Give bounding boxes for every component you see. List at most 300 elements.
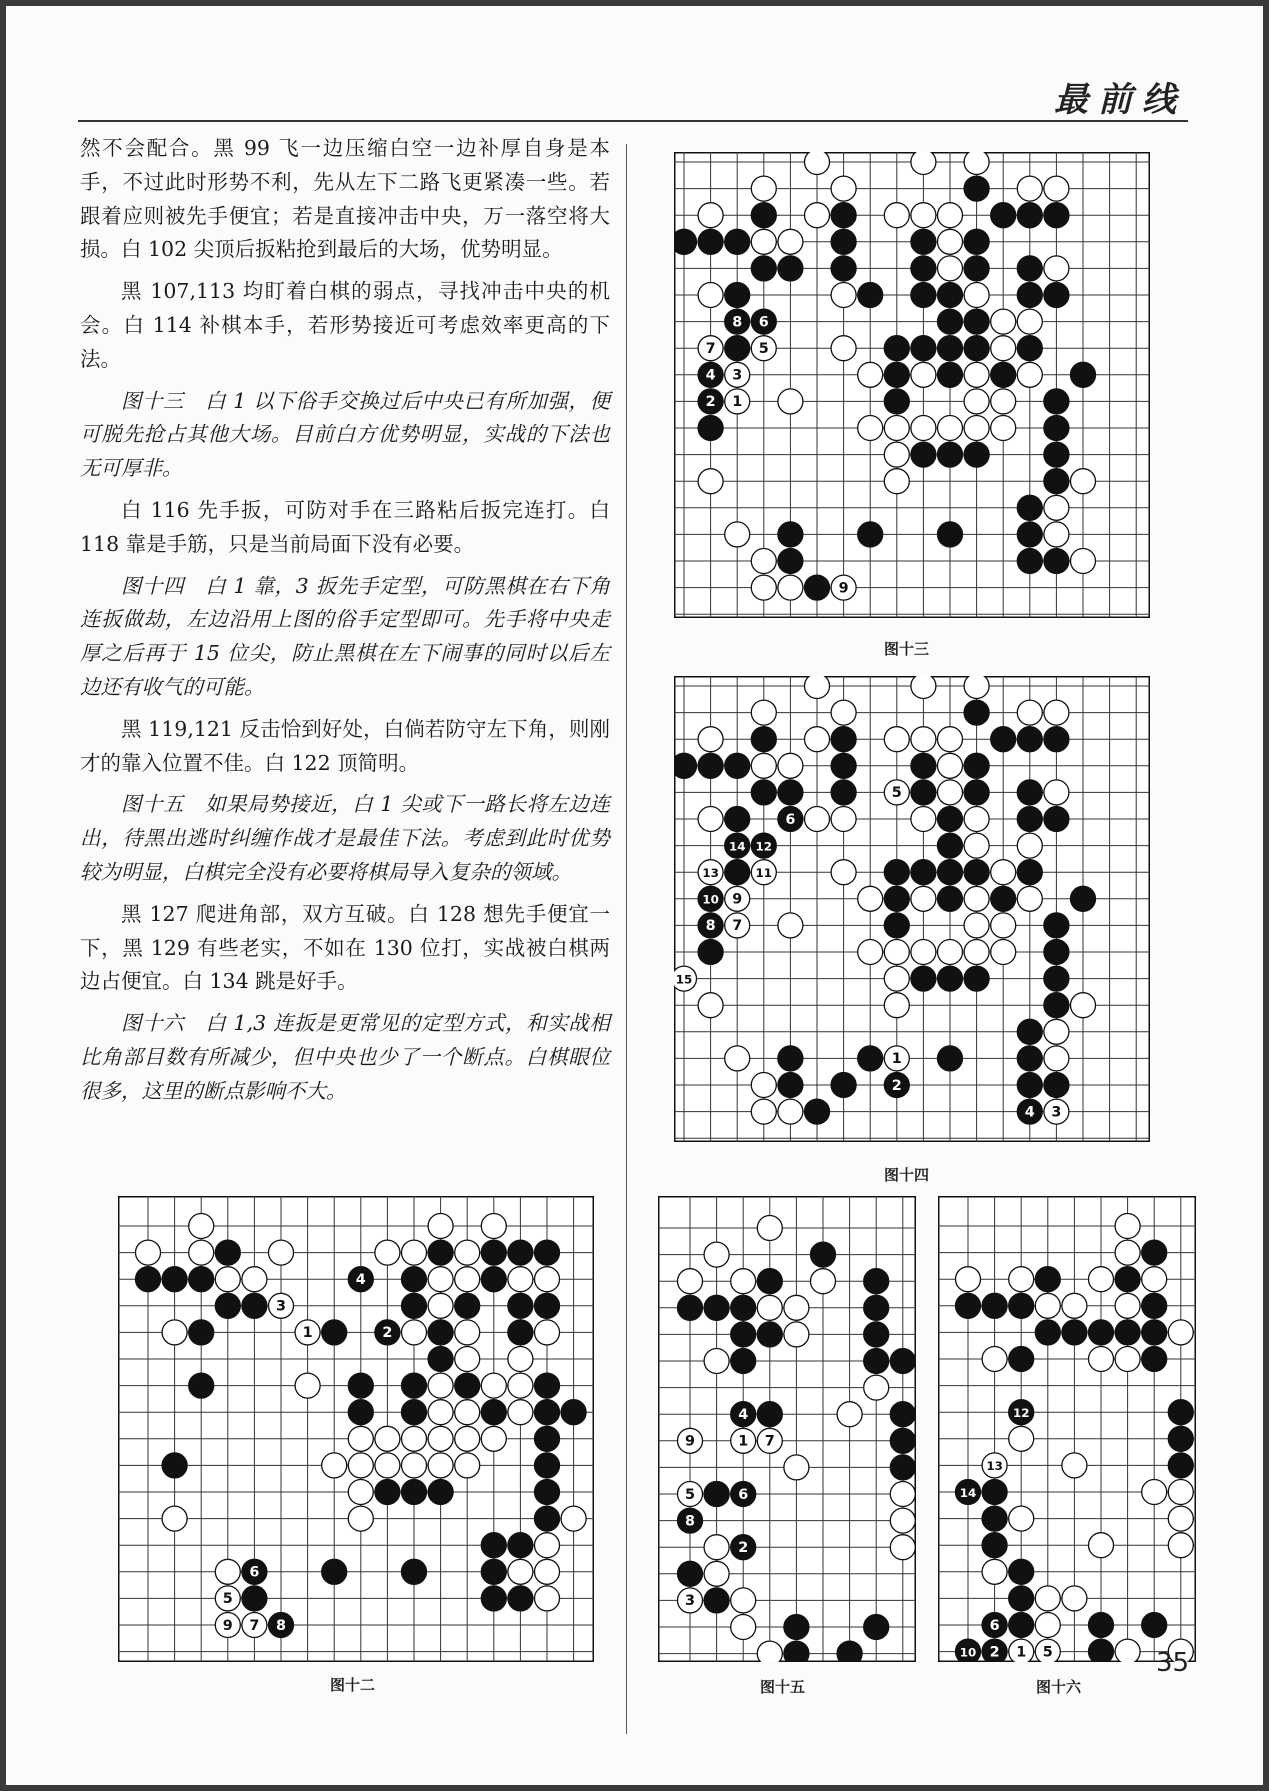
- white-stone: [1115, 1293, 1140, 1318]
- black-stone: [698, 415, 723, 440]
- white-stone: [1088, 1267, 1113, 1292]
- black-stone: [1017, 548, 1042, 573]
- white-stone: [1115, 1346, 1140, 1371]
- diagram-15-caption: 图十五: [760, 1678, 806, 1696]
- diagram-12-caption: 图十二: [330, 1676, 376, 1694]
- svg-text:8: 8: [732, 314, 743, 331]
- white-stone: [428, 1453, 453, 1478]
- numbered-stone: [725, 362, 750, 387]
- black-stone: [455, 1293, 480, 1318]
- white-stone: [401, 1453, 426, 1478]
- svg-text:3: 3: [276, 1298, 286, 1315]
- numbered-stone: [698, 913, 723, 938]
- white-stone: [704, 1242, 729, 1267]
- black-stone: [778, 256, 803, 281]
- white-stone: [1009, 1426, 1034, 1451]
- black-stone: [911, 336, 936, 361]
- black-stone: [831, 203, 856, 228]
- white-stone: [401, 1320, 426, 1345]
- white-stone: [1044, 256, 1069, 281]
- numbered-stone: [677, 1428, 702, 1453]
- svg-text:4: 4: [705, 367, 716, 384]
- black-stone: [982, 1479, 1007, 1504]
- numbered-stone: [725, 389, 750, 414]
- black-stone: [322, 1320, 347, 1345]
- black-stone: [731, 1322, 756, 1347]
- white-stone: [858, 415, 883, 440]
- white-stone: [1009, 1506, 1034, 1531]
- black-stone: [751, 256, 776, 281]
- white-stone: [725, 1046, 750, 1071]
- white-stone: [890, 1535, 915, 1560]
- black-stone: [322, 1559, 347, 1584]
- white-stone: [508, 1346, 533, 1371]
- white-stone: [215, 1267, 240, 1292]
- svg-text:1: 1: [1016, 1644, 1027, 1661]
- white-stone: [698, 203, 723, 228]
- white-stone: [1044, 176, 1069, 201]
- black-stone: [725, 806, 750, 831]
- black-stone: [455, 1373, 480, 1398]
- black-stone: [964, 700, 989, 725]
- black-stone: [884, 336, 909, 361]
- white-stone: [964, 415, 989, 440]
- white-stone: [884, 727, 909, 752]
- black-stone: [428, 1479, 453, 1504]
- svg-text:5: 5: [1042, 1644, 1053, 1661]
- black-stone: [884, 389, 909, 414]
- black-stone: [481, 1240, 506, 1265]
- white-stone: [428, 1267, 453, 1292]
- black-stone: [1017, 1072, 1042, 1097]
- black-stone: [991, 203, 1016, 228]
- numbered-stone: [295, 1320, 320, 1345]
- svg-text:7: 7: [249, 1617, 260, 1634]
- black-stone: [884, 860, 909, 885]
- svg-text:1: 1: [302, 1325, 313, 1342]
- numbered-stone: [725, 913, 750, 938]
- white-stone: [1115, 1240, 1140, 1265]
- white-stone: [534, 1586, 559, 1611]
- white-stone: [1017, 833, 1042, 858]
- white-stone: [1115, 1639, 1140, 1662]
- white-stone: [704, 1348, 729, 1373]
- black-stone: [508, 1320, 533, 1345]
- black-stone: [864, 1295, 889, 1320]
- white-stone: [991, 336, 1016, 361]
- white-stone: [911, 939, 936, 964]
- numbered-stone: [982, 1453, 1007, 1478]
- white-stone: [1017, 309, 1042, 334]
- black-stone: [964, 442, 989, 467]
- black-stone: [481, 1533, 506, 1558]
- white-stone: [937, 229, 962, 254]
- black-stone: [1044, 415, 1069, 440]
- svg-text:1: 1: [891, 1051, 902, 1068]
- black-stone: [911, 780, 936, 805]
- svg-text:1: 1: [732, 394, 743, 411]
- black-stone: [1009, 1293, 1034, 1318]
- svg-text:9: 9: [685, 1433, 695, 1450]
- black-stone: [884, 913, 909, 938]
- white-stone: [784, 1455, 809, 1480]
- black-stone: [1044, 282, 1069, 307]
- white-stone: [455, 1426, 480, 1451]
- numbered-stone: [731, 1535, 756, 1560]
- white-stone: [911, 152, 936, 175]
- paragraph-2: 黑 107,113 均盯着白棋的弱点，寻找冲击中央的机会。白 114 补棋本手，若形势接近可考虑效率更高的下法。: [80, 279, 610, 371]
- black-stone: [1017, 1046, 1042, 1071]
- black-stone: [401, 1267, 426, 1292]
- white-stone: [1044, 1046, 1069, 1071]
- svg-text:5: 5: [222, 1591, 233, 1608]
- svg-text:12: 12: [755, 839, 773, 854]
- black-stone: [757, 1269, 782, 1294]
- white-stone: [1115, 1213, 1140, 1238]
- black-stone: [864, 1322, 889, 1347]
- running-header-title: 最前线: [1054, 80, 1186, 120]
- white-stone: [884, 442, 909, 467]
- white-stone: [804, 203, 829, 228]
- black-stone: [534, 1293, 559, 1318]
- black-stone: [1044, 442, 1069, 467]
- black-stone: [890, 1402, 915, 1427]
- black-stone: [481, 1559, 506, 1584]
- white-stone: [991, 913, 1016, 938]
- white-stone: [804, 806, 829, 831]
- white-stone: [731, 1588, 756, 1613]
- black-stone: [1044, 966, 1069, 991]
- black-stone: [937, 336, 962, 361]
- white-stone: [455, 1320, 480, 1345]
- white-stone: [890, 1508, 915, 1533]
- black-stone: [215, 1293, 240, 1318]
- numbered-stone: [725, 833, 750, 858]
- diagram-16-commentary: 图十六 白 1,3 连扳是更常见的定型方式，和实战相比角部目数有所减少，但中央也少了一个断点。白棋眼位很多，这里的断点影响不大。: [80, 1011, 610, 1103]
- svg-text:2: 2: [738, 1539, 749, 1556]
- white-stone: [295, 1373, 320, 1398]
- black-stone: [1044, 806, 1069, 831]
- numbered-stone: [982, 1639, 1007, 1662]
- white-stone: [911, 362, 936, 387]
- black-stone: [964, 176, 989, 201]
- white-stone: [955, 1267, 980, 1292]
- black-stone: [955, 1293, 980, 1318]
- black-stone: [784, 1641, 809, 1662]
- black-stone: [725, 282, 750, 307]
- black-stone: [1044, 993, 1069, 1018]
- white-stone: [804, 676, 829, 699]
- white-stone: [964, 389, 989, 414]
- white-stone: [375, 1426, 400, 1451]
- white-stone: [831, 176, 856, 201]
- black-stone: [751, 727, 776, 752]
- black-stone: [1044, 548, 1069, 573]
- black-stone: [375, 1479, 400, 1504]
- numbered-stone: [242, 1586, 267, 1611]
- numbered-stone: [725, 860, 750, 885]
- black-stone: [937, 806, 962, 831]
- white-stone: [731, 1614, 756, 1639]
- black-stone: [1142, 1293, 1167, 1318]
- white-stone: [778, 913, 803, 938]
- numbered-stone: [698, 336, 723, 361]
- white-stone: [991, 860, 1016, 885]
- white-stone: [1035, 1293, 1060, 1318]
- white-stone: [982, 1559, 1007, 1584]
- black-stone: [858, 282, 883, 307]
- black-stone: [1009, 1612, 1034, 1637]
- svg-text:9: 9: [222, 1617, 233, 1634]
- black-stone: [937, 886, 962, 911]
- white-stone: [991, 309, 1016, 334]
- white-stone: [1035, 1586, 1060, 1611]
- svg-text:7: 7: [732, 918, 743, 935]
- white-stone: [751, 753, 776, 778]
- black-stone: [964, 309, 989, 334]
- white-stone: [455, 1240, 480, 1265]
- black-stone: [428, 1346, 453, 1371]
- white-stone: [1070, 548, 1095, 573]
- black-stone: [189, 1267, 214, 1292]
- white-stone: [911, 415, 936, 440]
- diagram-15-commentary: 图十五 如果局势接近，白 1 尖或下一路长将左边连出，待黑出逃时纠缠作战才是最佳下法。考虑到此时优势较为明显，白棋完全没有必要将棋局导入复杂的领域。: [80, 792, 610, 884]
- black-stone: [481, 1400, 506, 1425]
- white-stone: [751, 229, 776, 254]
- white-stone: [348, 1506, 373, 1531]
- numbered-stone: [725, 309, 750, 334]
- white-stone: [481, 1373, 506, 1398]
- black-stone: [937, 282, 962, 307]
- black-stone: [1088, 1612, 1113, 1637]
- go-diagram-12: [118, 1196, 594, 1662]
- numbered-stone: [757, 1428, 782, 1453]
- svg-text:7: 7: [705, 340, 716, 357]
- diagram-14-commentary: 图十四 白 1 靠，3 扳先手定型，可防黑棋在右下角连扳做劫，左边沿用上图的俗手定型即可。先手将中央走厚之后再于 15 位尖，防止黑棋在左下闹事的同时以后左边还有收气的可能。: [80, 573, 610, 699]
- header-rule: [78, 120, 1188, 122]
- white-stone: [884, 415, 909, 440]
- black-stone: [864, 1614, 889, 1639]
- white-stone: [964, 676, 989, 699]
- svg-text:11: 11: [755, 865, 773, 880]
- black-stone: [831, 727, 856, 752]
- black-stone: [162, 1453, 187, 1478]
- white-stone: [884, 966, 909, 991]
- white-stone: [911, 806, 936, 831]
- white-stone: [1017, 700, 1042, 725]
- white-stone: [135, 1240, 160, 1265]
- white-stone: [884, 203, 909, 228]
- page-number: 35: [1156, 1648, 1190, 1678]
- svg-text:4: 4: [738, 1406, 749, 1423]
- white-stone: [1044, 700, 1069, 725]
- svg-text:4: 4: [355, 1271, 366, 1288]
- black-stone: [1044, 727, 1069, 752]
- paragraph-6: 黑 119,121 反击恰到好处，白倘若防守左下角，则刚才的靠入位置不佳。白 122 顶简明。: [80, 716, 610, 775]
- black-stone: [1009, 1586, 1034, 1611]
- white-stone: [322, 1453, 347, 1478]
- numbered-stone: [674, 966, 697, 991]
- svg-text:2: 2: [891, 1077, 902, 1094]
- white-stone: [964, 886, 989, 911]
- white-stone: [1168, 1533, 1193, 1558]
- svg-text:15: 15: [675, 972, 693, 987]
- black-stone: [831, 229, 856, 254]
- white-stone: [890, 1481, 915, 1506]
- black-stone: [1044, 203, 1069, 228]
- black-stone: [508, 1240, 533, 1265]
- numbered-stone: [677, 1588, 702, 1613]
- black-stone: [698, 939, 723, 964]
- black-stone: [937, 833, 962, 858]
- black-stone: [1017, 806, 1042, 831]
- numbered-stone: [242, 1559, 267, 1584]
- black-stone: [937, 1046, 962, 1071]
- white-stone: [698, 993, 723, 1018]
- black-stone: [1017, 495, 1042, 520]
- black-stone: [1115, 1267, 1140, 1292]
- body-text-column: [80, 132, 610, 1117]
- black-stone: [508, 1586, 533, 1611]
- black-stone: [1142, 1240, 1167, 1265]
- white-stone: [1062, 1453, 1087, 1478]
- svg-text:4: 4: [1024, 1104, 1035, 1121]
- black-stone: [1035, 1320, 1060, 1345]
- white-stone: [858, 886, 883, 911]
- svg-text:9: 9: [732, 891, 743, 908]
- black-stone: [215, 1240, 240, 1265]
- black-stone: [481, 1267, 506, 1292]
- white-stone: [911, 727, 936, 752]
- svg-text:9: 9: [838, 580, 849, 597]
- numbered-stone: [1044, 1099, 1069, 1124]
- numbered-stone: [757, 1402, 782, 1427]
- svg-text:7: 7: [764, 1433, 775, 1450]
- white-stone: [455, 1346, 480, 1371]
- white-stone: [911, 203, 936, 228]
- numbered-stone: [375, 1320, 400, 1345]
- black-stone: [677, 1295, 702, 1320]
- white-stone: [428, 1400, 453, 1425]
- black-stone: [890, 1348, 915, 1373]
- svg-text:6: 6: [989, 1617, 1000, 1634]
- white-stone: [348, 1426, 373, 1451]
- white-stone: [964, 152, 989, 175]
- white-stone: [964, 362, 989, 387]
- white-stone: [884, 939, 909, 964]
- white-stone: [831, 336, 856, 361]
- white-stone: [1044, 522, 1069, 547]
- white-stone: [1062, 1293, 1087, 1318]
- black-stone: [1017, 1019, 1042, 1044]
- black-stone: [1142, 1320, 1167, 1345]
- white-stone: [428, 1373, 453, 1398]
- black-stone: [725, 753, 750, 778]
- numbered-stone: [1009, 1400, 1034, 1425]
- black-stone: [189, 1320, 214, 1345]
- white-stone: [778, 575, 803, 600]
- black-stone: [778, 1046, 803, 1071]
- black-stone: [1017, 282, 1042, 307]
- white-stone: [831, 700, 856, 725]
- svg-text:14: 14: [728, 839, 746, 854]
- white-stone: [982, 1346, 1007, 1371]
- white-stone: [455, 1267, 480, 1292]
- numbered-stone: [731, 1481, 756, 1506]
- black-stone: [1115, 1320, 1140, 1345]
- svg-text:5: 5: [758, 340, 769, 357]
- black-stone: [778, 780, 803, 805]
- svg-text:8: 8: [705, 918, 716, 935]
- white-stone: [1070, 469, 1095, 494]
- svg-text:10: 10: [702, 892, 719, 907]
- numbered-stone: [268, 1612, 293, 1637]
- white-stone: [884, 469, 909, 494]
- numbered-stone: [1009, 1639, 1034, 1662]
- black-stone: [831, 753, 856, 778]
- black-stone: [804, 575, 829, 600]
- white-stone: [757, 1215, 782, 1240]
- black-stone: [911, 229, 936, 254]
- black-stone: [884, 362, 909, 387]
- white-stone: [831, 806, 856, 831]
- white-stone: [831, 282, 856, 307]
- white-stone: [428, 1426, 453, 1451]
- numbered-stone: [982, 1612, 1007, 1637]
- black-stone: [704, 1295, 729, 1320]
- white-stone: [911, 886, 936, 911]
- black-stone: [1088, 1639, 1113, 1662]
- black-stone: [937, 860, 962, 885]
- white-stone: [455, 1453, 480, 1478]
- svg-text:5: 5: [685, 1486, 695, 1503]
- black-stone: [1017, 203, 1042, 228]
- white-stone: [1088, 1533, 1113, 1558]
- white-stone: [937, 415, 962, 440]
- white-stone: [561, 1506, 586, 1531]
- numbered-stone: [215, 1586, 240, 1611]
- numbered-stone: [698, 886, 723, 911]
- black-stone: [890, 1428, 915, 1453]
- black-stone: [1017, 860, 1042, 885]
- black-stone: [837, 1641, 862, 1662]
- black-stone: [1017, 336, 1042, 361]
- white-stone: [1168, 1320, 1193, 1345]
- white-stone: [751, 575, 776, 600]
- board-svg: [674, 676, 1150, 1142]
- numbered-stone: [751, 336, 776, 361]
- black-stone: [561, 1400, 586, 1425]
- white-stone: [704, 1535, 729, 1560]
- black-stone: [704, 1588, 729, 1613]
- white-stone: [1088, 1346, 1113, 1371]
- black-stone: [1168, 1426, 1193, 1451]
- black-stone: [964, 229, 989, 254]
- svg-text:2: 2: [705, 394, 716, 411]
- white-stone: [162, 1506, 187, 1531]
- black-stone: [991, 362, 1016, 387]
- black-stone: [1044, 1072, 1069, 1097]
- black-stone: [242, 1293, 267, 1318]
- black-stone: [937, 966, 962, 991]
- white-stone: [725, 522, 750, 547]
- black-stone: [1070, 362, 1095, 387]
- black-stone: [534, 1400, 559, 1425]
- white-stone: [778, 229, 803, 254]
- black-stone: [964, 256, 989, 281]
- black-stone: [534, 1426, 559, 1451]
- svg-text:5: 5: [891, 785, 902, 802]
